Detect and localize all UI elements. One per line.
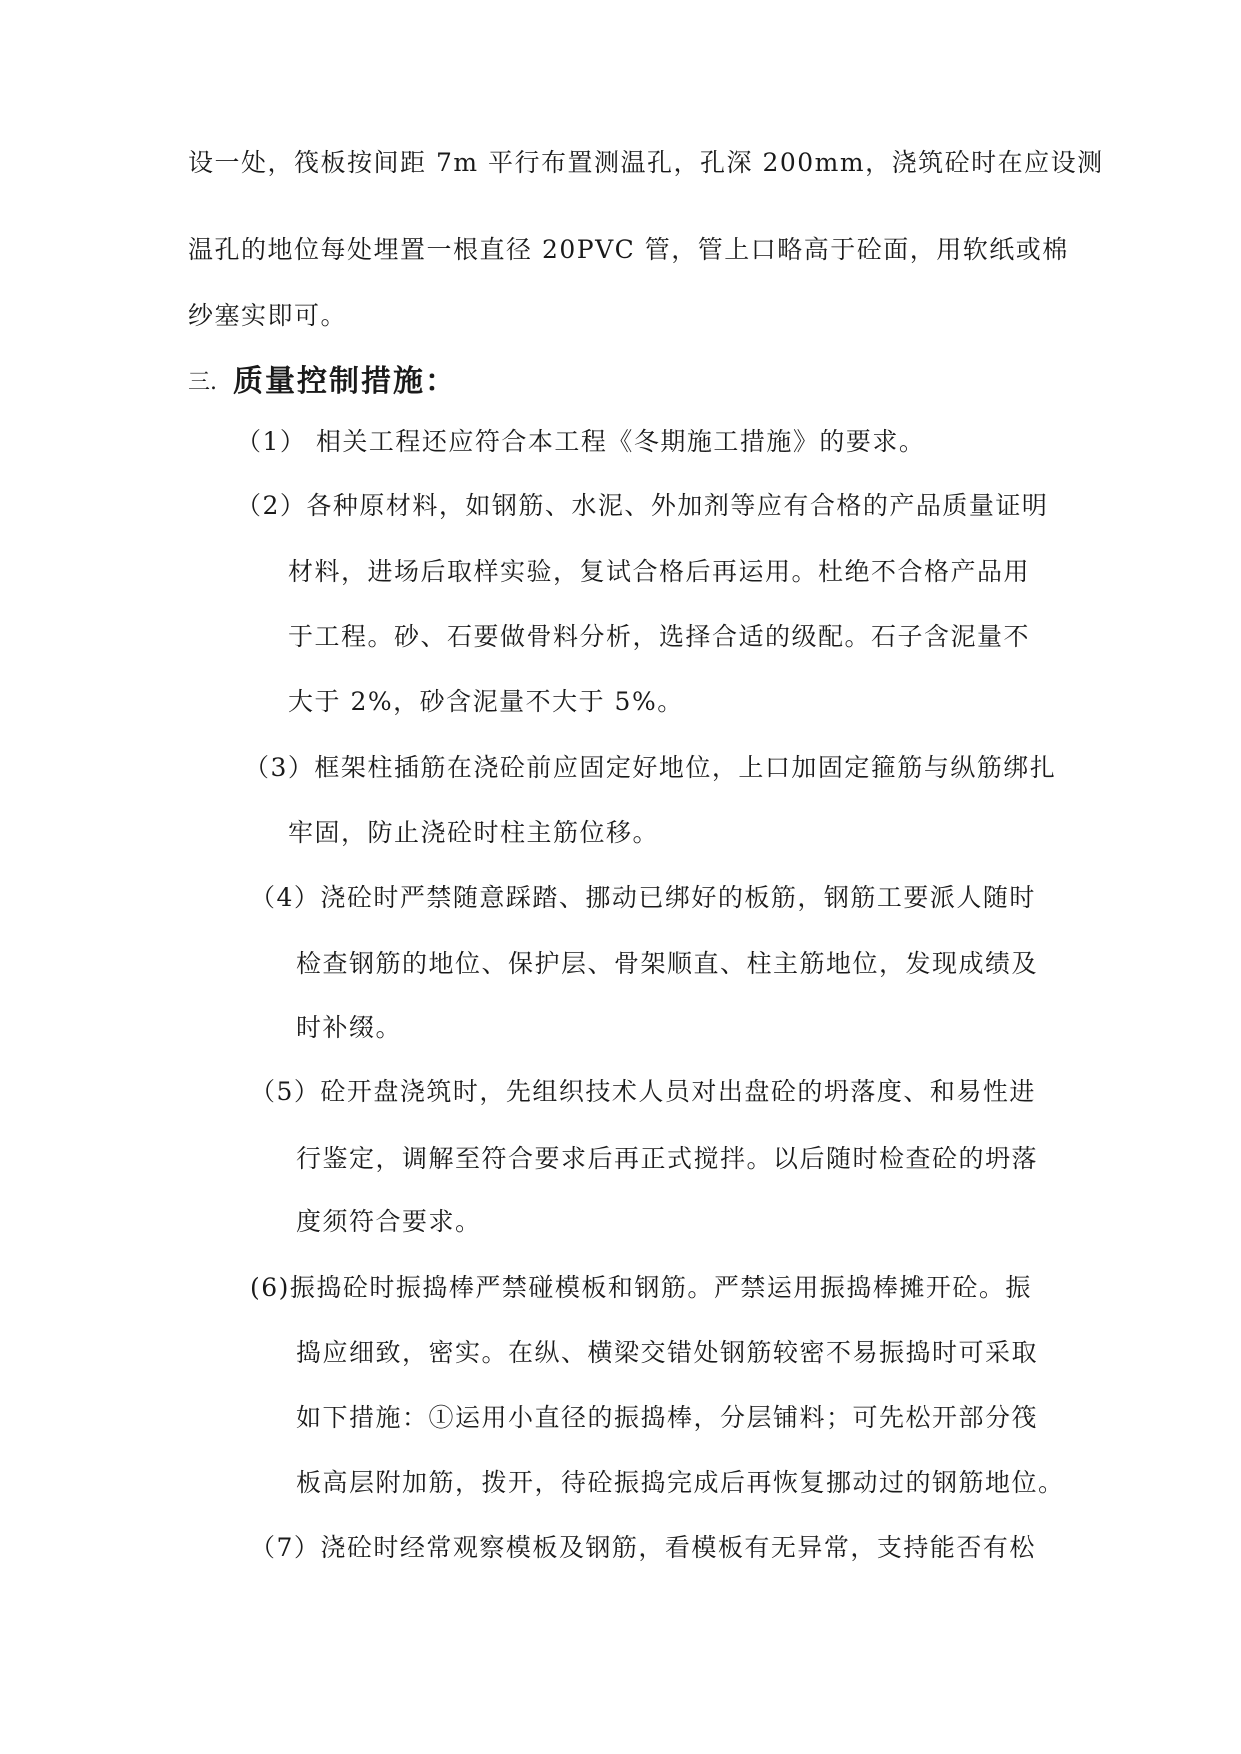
section-title: 质量控制措施： — [233, 364, 457, 399]
item-4-line: 时补缀。 — [296, 1013, 403, 1042]
item-4-line: 检查钢筋的地位、保护层、骨架顺直、柱主筋地位，发现成绩及 — [296, 949, 1039, 978]
item-2-line: （2）各种原材料，如钢筋、水泥、外加剂等应有合格的产品质量证明 — [236, 491, 1049, 520]
item-4-line: （4）浇砼时严禁随意踩踏、挪动已绑好的板筋，钢筋工要派人随时 — [250, 883, 1036, 912]
item-2-line: 材料，进场后取样实验，复试合格后再运用。杜绝不合格产品用 — [288, 557, 1031, 586]
item-1-line: （1） 相关工程还应符合本工程《冬期施工措施》的要求。 — [236, 427, 926, 456]
item-5-line: 度须符合要求。 — [296, 1207, 482, 1236]
item-5-line: 行鉴定，调解至符合要求后再正式搅拌。以后随时检查砼的坍落 — [296, 1144, 1039, 1173]
intro-line: 设一处，筏板按间距 7m 平行布置测温孔，孔深 200mm，浇筑砼时在应设测 — [188, 148, 1104, 177]
item-3-line: （3）框架柱插筋在浇砼前应固定好地位，上口加固定箍筋与纵筋绑扎 — [244, 753, 1057, 782]
intro-line: 温孔的地位每处埋置一根直径 20PVC 管，管上口略高于砼面，用软纸或棉 — [188, 235, 1069, 264]
item-6-line: 板高层附加筋，拨开，待砼振捣完成后再恢复挪动过的钢筋地位。 — [296, 1468, 1065, 1497]
item-7-line: （7）浇砼时经常观察模板及钢筋，看模板有无异常，支持能否有松 — [250, 1533, 1036, 1562]
item-3-line: 牢固，防止浇砼时柱主筋位移。 — [288, 818, 660, 847]
section-number: 三. — [188, 370, 217, 395]
item-2-line: 于工程。砂、石要做骨料分析，选择合适的级配。石子含泥量不 — [288, 622, 1031, 651]
item-6-line: 捣应细致，密实。在纵、横梁交错处钢筋较密不易振捣时可采取 — [296, 1338, 1039, 1367]
section-heading — [188, 356, 457, 400]
item-6-line: (6)振捣砼时振捣棒严禁碰模板和钢筋。严禁运用振捣棒摊开砼。振 — [250, 1273, 1032, 1302]
item-6-line: 如下措施：①运用小直径的振捣棒，分层铺料；可先松开部分筏 — [296, 1403, 1039, 1432]
item-5-line: （5）砼开盘浇筑时，先组织技术人员对出盘砼的坍落度、和易性进 — [250, 1077, 1036, 1106]
intro-line: 纱塞实即可。 — [188, 301, 348, 330]
item-2-line: 大于 2%，砂含泥量不大于 5%。 — [288, 687, 684, 716]
